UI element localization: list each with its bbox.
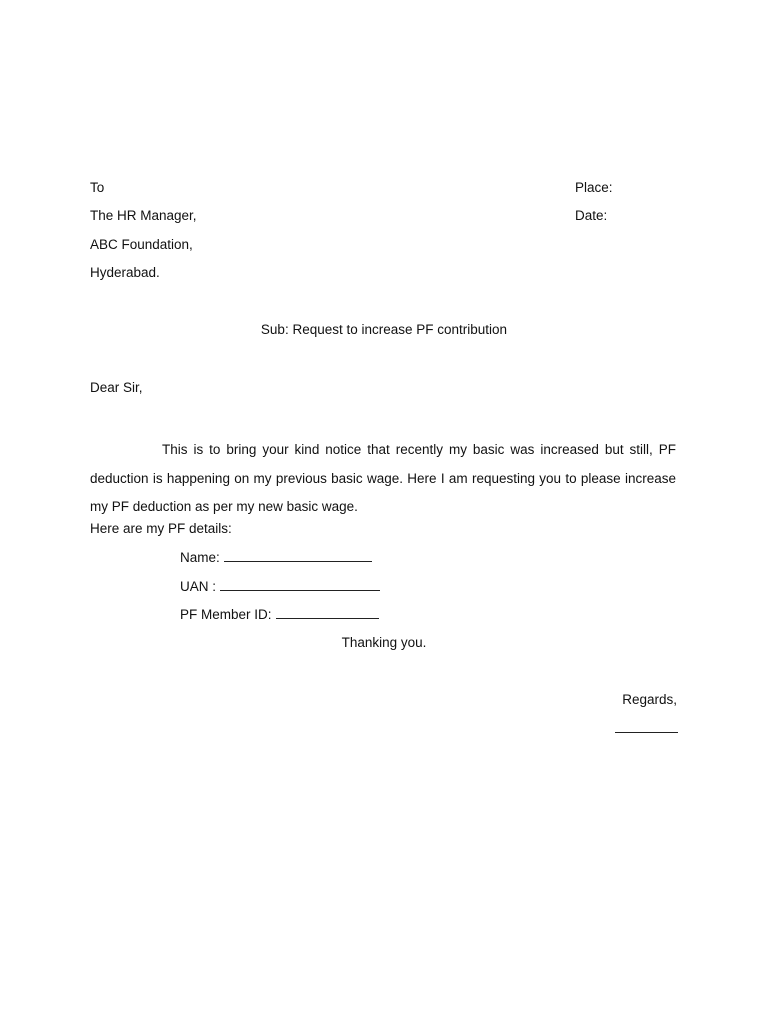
place-label: Place: [575,180,613,195]
salutation: Dear Sir, [90,380,143,395]
subject-text: Sub: Request to increase PF contribution [260,322,508,337]
uan-field [180,578,380,595]
uan-label: UAN : [180,579,217,594]
subject-line [0,322,768,338]
date-label: Date: [575,208,608,223]
recipient-line-3: Hyderabad. [90,265,160,280]
pf-member-id-blank-line [276,606,379,619]
regards-label: Regards, [622,692,677,707]
body-paragraph: This is to bring your kind notice that recently my basic was increased but still, PF deduction is happening on my previous basic wage. Here I am requesting you to please increase my PF deduction as per my new basic wage. [90,442,676,514]
pf-details-intro: Here are my PF details: [90,521,232,536]
recipient-line-1: The HR Manager, [90,208,197,223]
pf-member-id-label: PF Member ID: [180,607,272,622]
closing-thanks: Thanking you. [341,635,427,650]
uan-blank-line [220,578,380,591]
pf-member-id-field [180,606,379,623]
name-label: Name: [180,550,220,565]
name-blank-line [224,549,372,562]
name-field [180,549,372,566]
to-label: To [90,180,105,195]
recipient-line-2: ABC Foundation, [90,237,193,252]
signature-line [615,732,678,733]
